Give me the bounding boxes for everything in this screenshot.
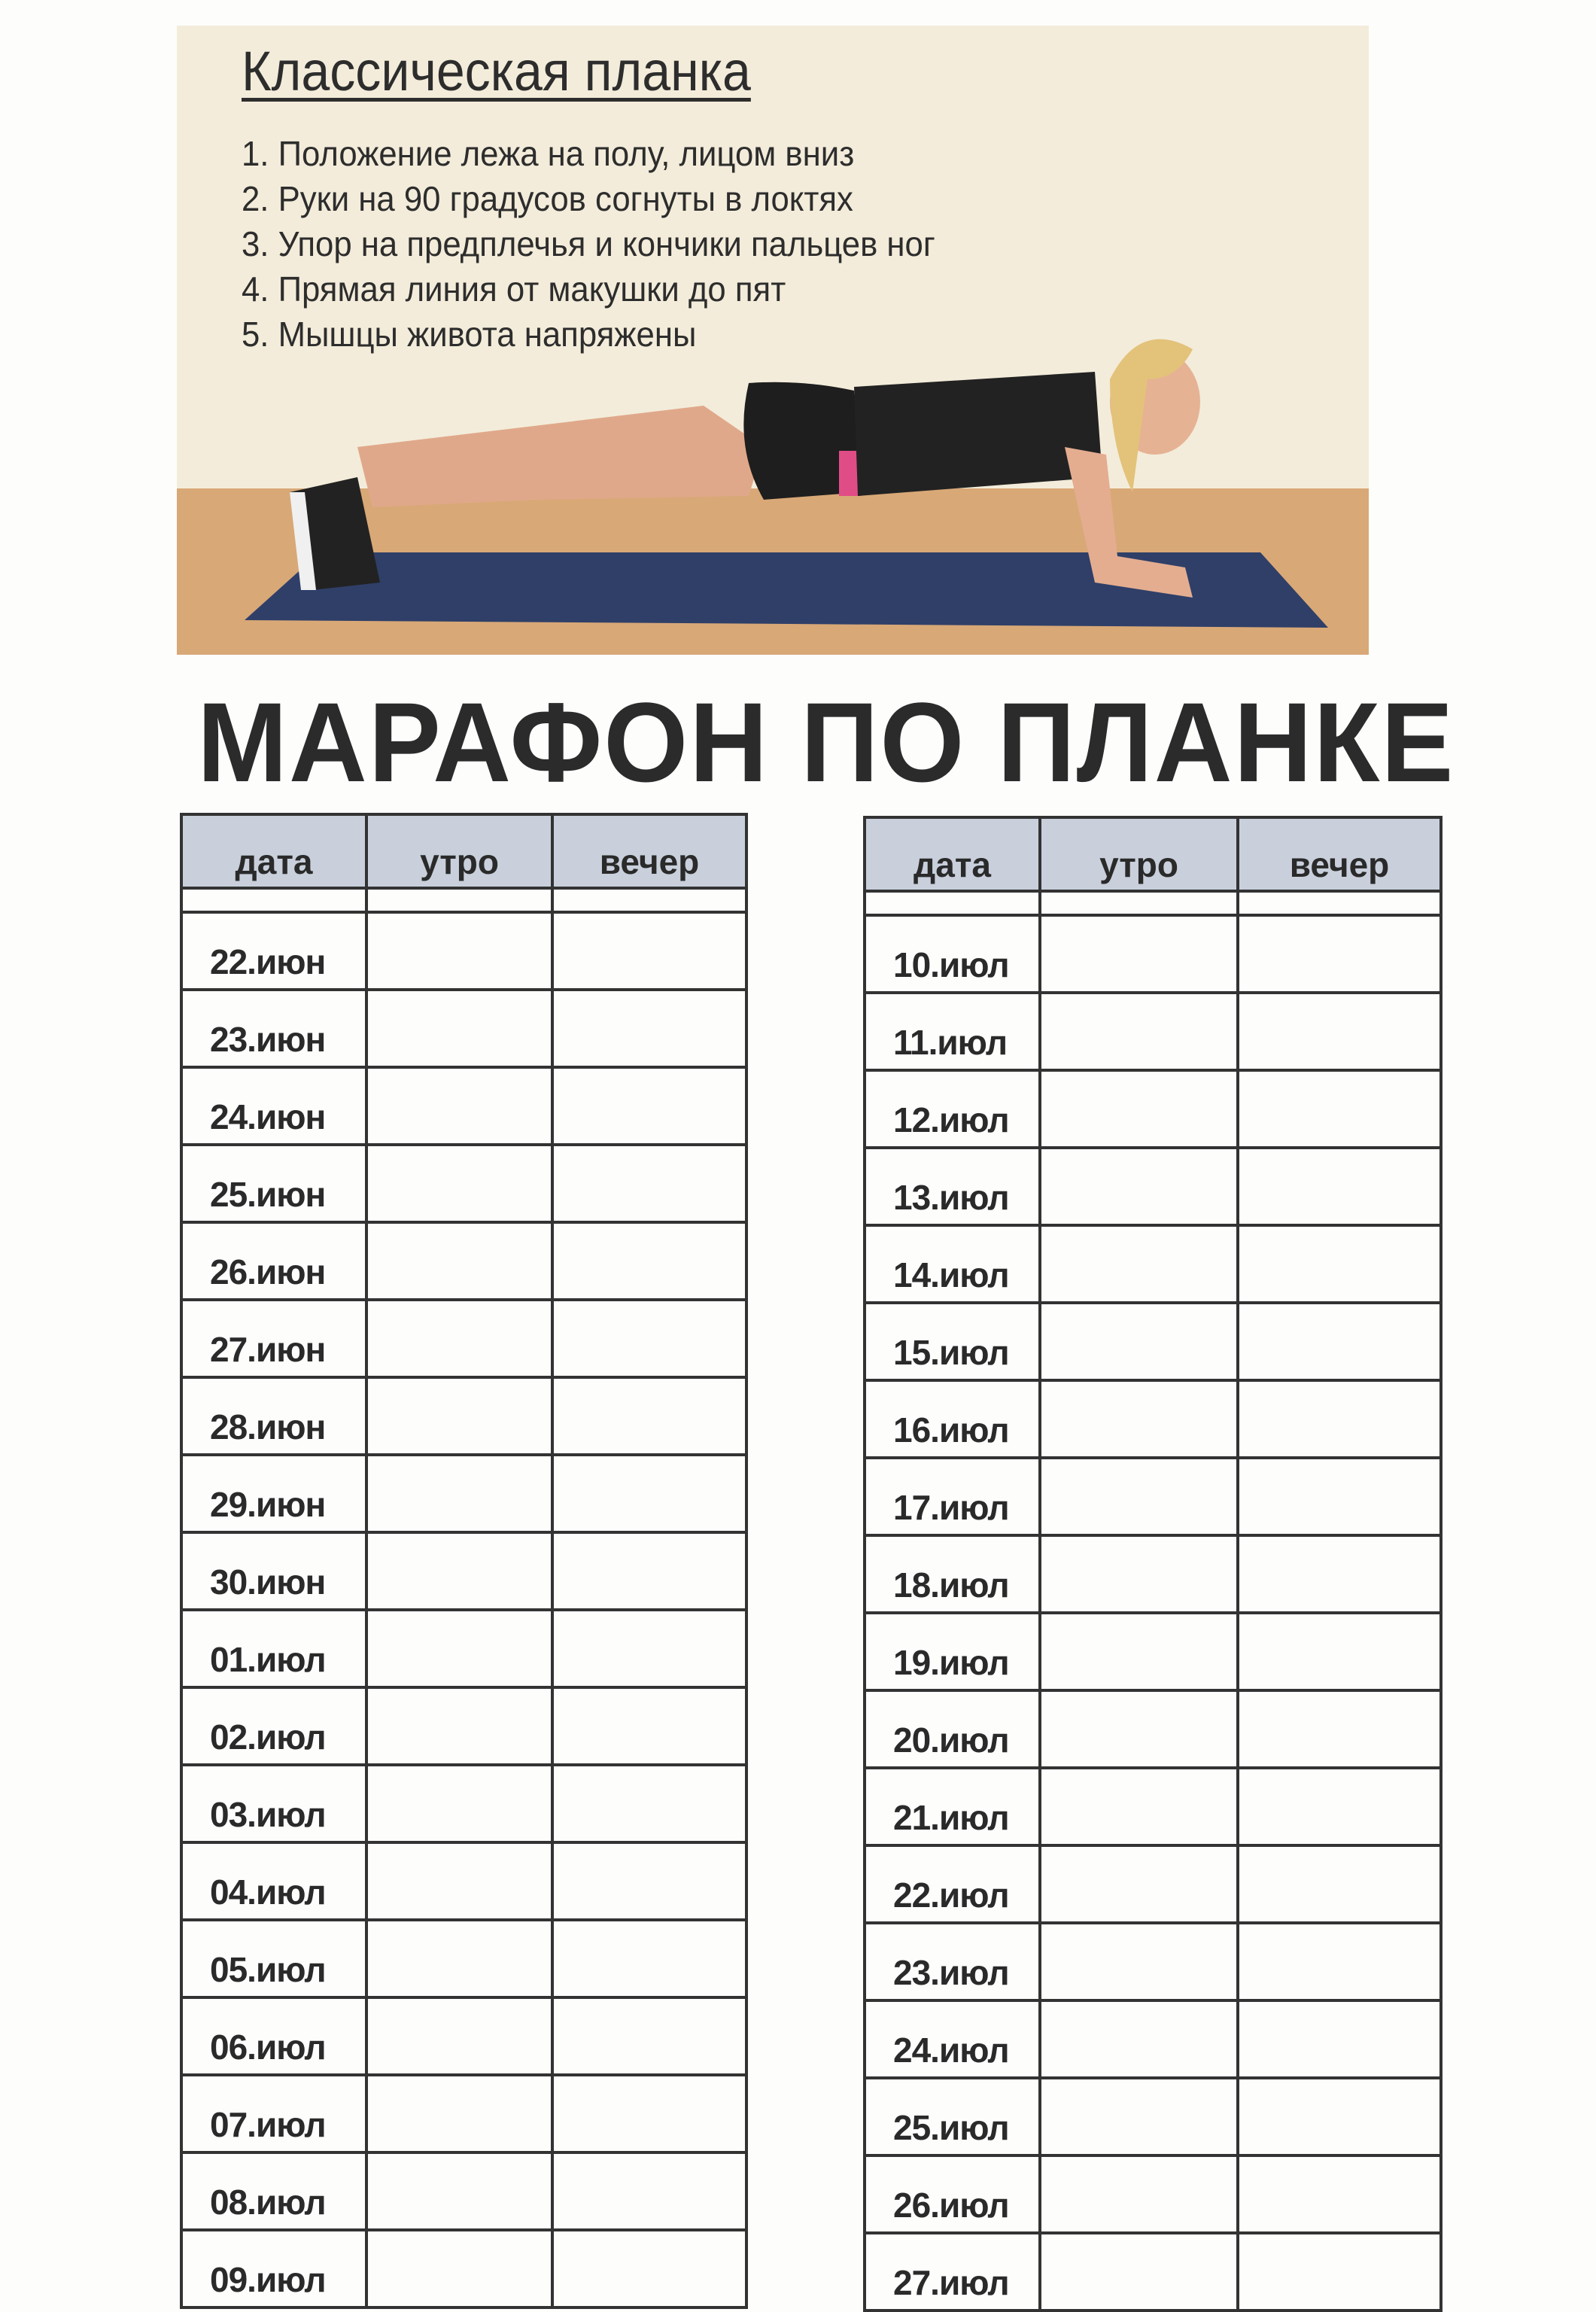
table-row: [865, 1845, 1441, 1923]
blank-row: [865, 891, 1441, 915]
table-row: [181, 1222, 746, 1300]
date-cell: 05.июл: [181, 1920, 366, 1997]
evening-cell[interactable]: [1238, 915, 1441, 993]
date-cell: 01.июл: [181, 1610, 366, 1687]
evening-cell[interactable]: [1238, 1690, 1441, 1768]
table-row: [865, 2155, 1441, 2233]
date-cell: 16.июл: [865, 1380, 1040, 1458]
column-header: вечер: [552, 814, 746, 888]
date-cell: 06.июл: [181, 1997, 366, 2075]
morning-cell[interactable]: [1040, 1225, 1238, 1303]
date-cell: 12.июл: [865, 1070, 1040, 1148]
morning-cell[interactable]: [366, 1687, 552, 1765]
date-cell: 04.июл: [181, 1842, 366, 1920]
morning-cell[interactable]: [366, 1920, 552, 1997]
date-cell: 18.июл: [865, 1535, 1040, 1613]
table-row: [181, 2152, 746, 2230]
step-item: 1. Положение лежа на полу, лицом вниз: [242, 134, 855, 173]
column-header: утро: [366, 814, 552, 888]
evening-cell[interactable]: [1238, 2078, 1441, 2155]
table-row: [865, 1690, 1441, 1768]
date-cell: 30.июн: [181, 1532, 366, 1610]
date-cell: 27.июл: [865, 2233, 1040, 2310]
empty-cell: [1040, 891, 1238, 915]
column-header: вечер: [1238, 817, 1441, 891]
evening-cell[interactable]: [1238, 2000, 1441, 2078]
evening-cell[interactable]: [1238, 1380, 1441, 1458]
evening-cell[interactable]: [552, 1842, 746, 1920]
morning-cell[interactable]: [366, 1067, 552, 1145]
table-row: [865, 1923, 1441, 2000]
morning-cell[interactable]: [366, 1532, 552, 1610]
evening-cell[interactable]: [552, 1687, 746, 1765]
date-cell: 24.июн: [181, 1067, 366, 1145]
evening-cell[interactable]: [552, 1997, 746, 2075]
column-header: дата: [865, 817, 1040, 891]
table-row: [181, 1765, 746, 1842]
morning-cell[interactable]: [366, 1145, 552, 1222]
table-row: [181, 1842, 746, 1920]
evening-cell[interactable]: [552, 2152, 746, 2230]
date-cell: 22.июн: [181, 912, 366, 990]
blank-row: [181, 888, 746, 912]
table-row: [865, 2000, 1441, 2078]
table-row: [181, 990, 746, 1067]
table-row: [865, 2078, 1441, 2155]
evening-cell[interactable]: [1238, 1458, 1441, 1535]
morning-cell[interactable]: [1040, 2155, 1238, 2233]
morning-cell[interactable]: [366, 990, 552, 1067]
table-row: [865, 1458, 1441, 1535]
table-row: [181, 1145, 746, 1222]
exercise-title: Классическая планка: [242, 40, 751, 102]
evening-cell[interactable]: [552, 1067, 746, 1145]
table-row: [181, 1300, 746, 1377]
morning-cell[interactable]: [1040, 1303, 1238, 1380]
morning-cell[interactable]: [1040, 1458, 1238, 1535]
evening-cell[interactable]: [552, 1222, 746, 1300]
table-row: [181, 1997, 746, 2075]
morning-cell[interactable]: [1040, 993, 1238, 1070]
evening-cell[interactable]: [1238, 1070, 1441, 1148]
morning-cell[interactable]: [366, 1455, 552, 1532]
table-row: [181, 912, 746, 990]
exercise-steps: [242, 131, 971, 357]
exercise-panel: [177, 26, 1369, 655]
table-row: [865, 1070, 1441, 1148]
table-row: [181, 2075, 746, 2152]
date-cell: 13.июл: [865, 1148, 1040, 1225]
date-cell: 24.июл: [865, 2000, 1040, 2078]
empty-cell: [1238, 891, 1441, 915]
date-cell: 22.июл: [865, 1845, 1040, 1923]
morning-cell[interactable]: [1040, 2233, 1238, 2310]
table-row: [181, 1610, 746, 1687]
table-row: [865, 1225, 1441, 1303]
table-row: [865, 1768, 1441, 1845]
morning-cell[interactable]: [1040, 2000, 1238, 2078]
date-cell: 26.июл: [865, 2155, 1040, 2233]
morning-cell[interactable]: [366, 2152, 552, 2230]
date-cell: 08.июл: [181, 2152, 366, 2230]
date-cell: 27.июн: [181, 1300, 366, 1377]
evening-cell[interactable]: [552, 1610, 746, 1687]
table-row: [181, 1687, 746, 1765]
column-header: утро: [1040, 817, 1238, 891]
table-row: [865, 1380, 1441, 1458]
table-row: [181, 1920, 746, 1997]
morning-cell[interactable]: [1040, 1690, 1238, 1768]
empty-cell: [552, 888, 746, 912]
date-cell: 25.июл: [865, 2078, 1040, 2155]
evening-cell[interactable]: [552, 2230, 746, 2307]
evening-cell[interactable]: [552, 912, 746, 990]
evening-cell[interactable]: [1238, 1768, 1441, 1845]
date-cell: 20.июл: [865, 1690, 1040, 1768]
table-row: [865, 1613, 1441, 1690]
empty-cell: [181, 888, 366, 912]
morning-cell[interactable]: [1040, 1923, 1238, 2000]
evening-cell[interactable]: [1238, 1923, 1441, 2000]
morning-cell[interactable]: [1040, 1535, 1238, 1613]
morning-cell[interactable]: [1040, 1613, 1238, 1690]
morning-cell[interactable]: [1040, 1768, 1238, 1845]
date-cell: 10.июл: [865, 915, 1040, 993]
table-row: [181, 2230, 746, 2307]
date-cell: 25.июн: [181, 1145, 366, 1222]
date-cell: 23.июн: [181, 990, 366, 1067]
date-cell: 28.июн: [181, 1377, 366, 1455]
header-row: [865, 817, 1441, 891]
morning-cell[interactable]: [1040, 1148, 1238, 1225]
table-row: [865, 1535, 1441, 1613]
date-cell: 07.июл: [181, 2075, 366, 2152]
evening-cell[interactable]: [1238, 1845, 1441, 1923]
empty-cell: [366, 888, 552, 912]
step-item: 4. Прямая линия от макушки до пят: [242, 269, 786, 309]
step-item: 5. Мышцы живота напряжены: [242, 315, 697, 354]
date-cell: 17.июл: [865, 1458, 1040, 1535]
evening-cell[interactable]: [552, 1455, 746, 1532]
step-item: 3. Упор на предплечья и кончики пальцев ног: [242, 224, 935, 263]
evening-cell[interactable]: [552, 2075, 746, 2152]
morning-cell[interactable]: [366, 1997, 552, 2075]
table-row: [181, 1067, 746, 1145]
date-cell: 09.июл: [181, 2230, 366, 2307]
step-item: 2. Руки на 90 градусов согнуты в локтях: [242, 179, 853, 218]
evening-cell[interactable]: [1238, 993, 1441, 1070]
table-row: [865, 1148, 1441, 1225]
morning-cell[interactable]: [366, 2230, 552, 2307]
morning-cell[interactable]: [366, 1842, 552, 1920]
date-cell: 14.июл: [865, 1225, 1040, 1303]
morning-cell[interactable]: [1040, 1380, 1238, 1458]
morning-cell[interactable]: [366, 2075, 552, 2152]
morning-cell[interactable]: [1040, 2078, 1238, 2155]
morning-cell[interactable]: [366, 1300, 552, 1377]
table-row: [181, 1532, 746, 1610]
morning-cell[interactable]: [1040, 915, 1238, 993]
page-title: МАРАФОН ПО ПЛАНКЕ: [197, 679, 1455, 805]
date-cell: 03.июл: [181, 1765, 366, 1842]
morning-cell[interactable]: [366, 1377, 552, 1455]
empty-cell: [865, 891, 1040, 915]
morning-cell[interactable]: [366, 1222, 552, 1300]
date-cell: 29.июн: [181, 1455, 366, 1532]
evening-cell[interactable]: [1238, 1225, 1441, 1303]
tracker-table-left: [180, 813, 748, 2309]
evening-cell[interactable]: [552, 1532, 746, 1610]
table-row: [865, 993, 1441, 1070]
morning-cell[interactable]: [366, 1765, 552, 1842]
header-row: [181, 814, 746, 888]
morning-cell[interactable]: [366, 912, 552, 990]
evening-cell[interactable]: [1238, 1535, 1441, 1613]
date-cell: 19.июл: [865, 1613, 1040, 1690]
evening-cell[interactable]: [552, 1920, 746, 1997]
evening-cell[interactable]: [552, 1377, 746, 1455]
date-cell: 11.июл: [865, 993, 1040, 1070]
table-row: [865, 915, 1441, 993]
legs: [357, 406, 764, 507]
morning-cell[interactable]: [1040, 1070, 1238, 1148]
morning-cell[interactable]: [366, 1610, 552, 1687]
morning-cell[interactable]: [1040, 1845, 1238, 1923]
evening-cell[interactable]: [1238, 1613, 1441, 1690]
table-row: [181, 1377, 746, 1455]
evening-cell[interactable]: [552, 1300, 746, 1377]
column-header: дата: [181, 814, 366, 888]
evening-cell[interactable]: [1238, 1148, 1441, 1225]
evening-cell[interactable]: [552, 990, 746, 1067]
tracker-table-right: [863, 816, 1442, 2312]
evening-cell[interactable]: [1238, 1303, 1441, 1380]
table-row: [181, 1455, 746, 1532]
date-cell: 15.июл: [865, 1303, 1040, 1380]
table-row: [865, 1303, 1441, 1380]
date-cell: 21.июл: [865, 1768, 1040, 1845]
torso-top: [854, 372, 1102, 496]
date-cell: 26.июн: [181, 1222, 366, 1300]
table-row: [865, 2233, 1441, 2310]
evening-cell[interactable]: [1238, 2233, 1441, 2310]
evening-cell[interactable]: [1238, 2155, 1441, 2233]
evening-cell[interactable]: [552, 1765, 746, 1842]
date-cell: 23.июл: [865, 1923, 1040, 2000]
evening-cell[interactable]: [552, 1145, 746, 1222]
date-cell: 02.июл: [181, 1687, 366, 1765]
